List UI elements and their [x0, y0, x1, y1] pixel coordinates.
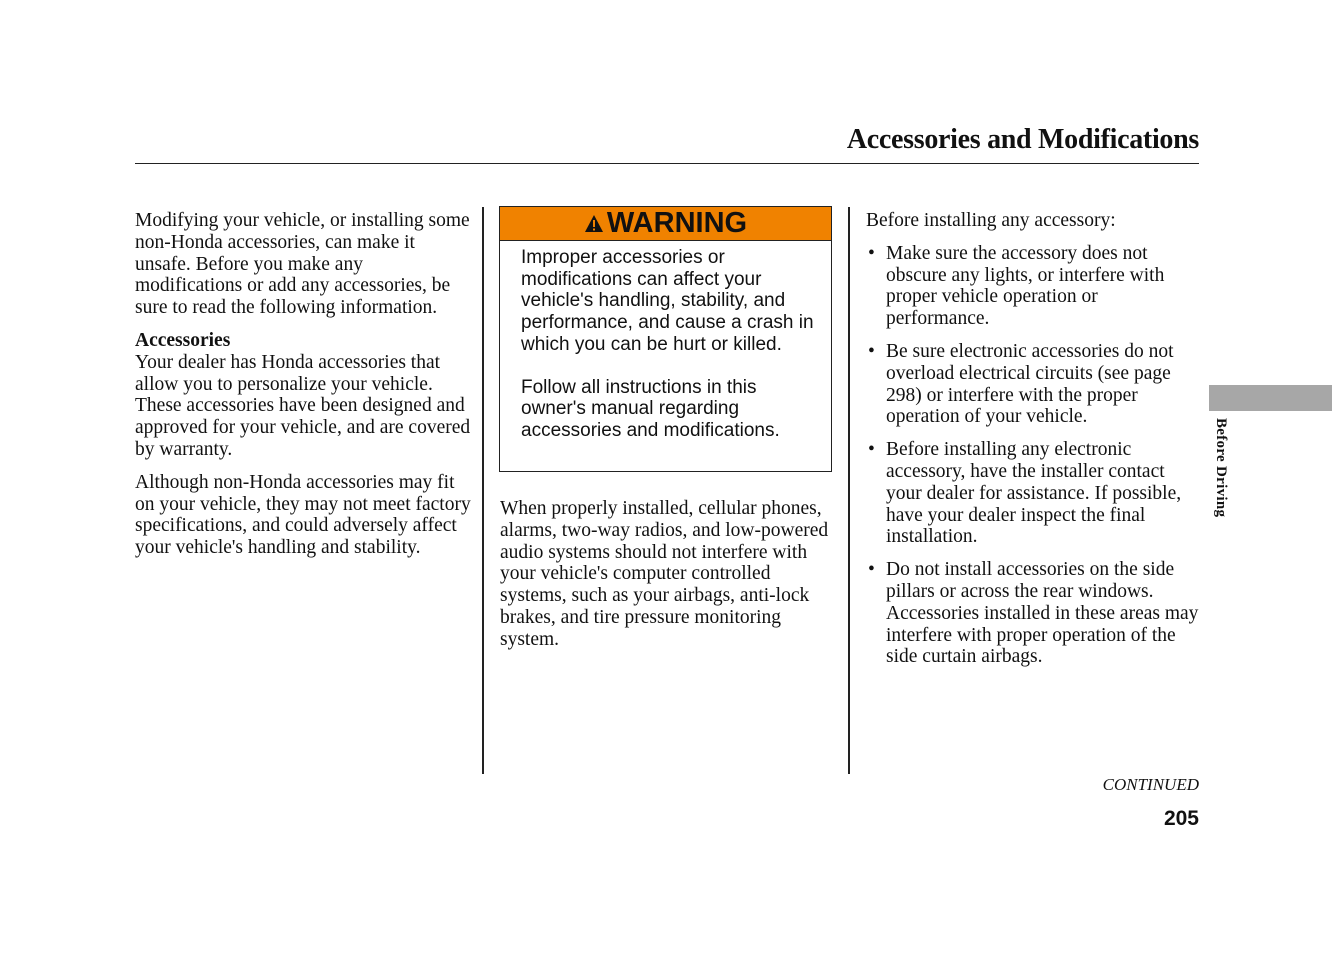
column-1 [135, 210, 475, 570]
warning-text-2: Follow all instructions in this owner's manual regarding accessories and modifications. [521, 376, 780, 441]
column-3 [866, 210, 1201, 679]
section-label: Before Driving [1213, 418, 1229, 518]
bullet-icon: • [868, 439, 875, 461]
bullet-icon: • [868, 559, 875, 581]
accessories-subheading: Accessories [135, 329, 231, 351]
list-item: • Before installing any electronic accessory, have the installer contact your dealer for assistance. If possible, have your dealer inspect the final installation. [868, 439, 1182, 548]
warning-header [500, 207, 831, 241]
list-item: • Make sure the accessory does not obscure any lights, or interfere with proper vehicle operation or performance. [868, 242, 1165, 330]
continued-label: CONTINUED [1102, 775, 1199, 794]
column-divider-2 [848, 207, 850, 774]
warning-body [500, 241, 831, 442]
column-2-paragraph: When properly installed, cellular phones, alarms, two-way radios, and low-powered audio systems should not interfere with your vehicle's computer controlled systems, such as your airbags, anti-lock brakes, and tire pressure monitoring system. [500, 498, 829, 650]
bullet-icon: • [868, 242, 875, 264]
intro-paragraph: Modifying your vehicle, or installing some non-Honda accessories, can make it unsafe. Before you make any modifications or add any accessories, be sure to read the following information. [135, 210, 470, 319]
warning-triangle-icon [584, 214, 604, 233]
title-rule [135, 163, 1199, 164]
accessory-guidelines-list [866, 243, 1201, 668]
bullet-icon: • [868, 340, 875, 362]
accessories-section [135, 330, 475, 461]
column-divider-1 [482, 207, 484, 774]
list-item: • Do not install accessories on the side pillars or across the rear windows. Accessories installed in these areas may interfere with proper operation of the side curtain airbags. [868, 559, 1199, 668]
before-installing-intro: Before installing any accessory: [866, 210, 1116, 231]
section-tab [1209, 385, 1332, 411]
page-number: 205 [1163, 807, 1199, 830]
warning-box [499, 206, 832, 472]
warning-text-1: Improper accessories or modifications can affect your vehicle's handling, stability, and performance, and cause a crash in which you can be hurt or killed. [521, 247, 814, 355]
warning-label: WARNING [606, 207, 748, 239]
non-honda-paragraph: Although non-Honda accessories may fit on your vehicle, they may not meet factory specifications, and could adversely affect your vehicle's handling and stability. [135, 471, 471, 559]
list-item: • Be sure electronic accessories do not overload electrical circuits (see page 298) or interfere with the proper operation of your vehicle. [868, 340, 1174, 428]
page-title: Accessories and Modifications [846, 124, 1199, 155]
accessories-paragraph: Your dealer has Honda accessories that allow you to personalize your vehicle. These accessories have been designed and approved for your vehicle, and are covered by warranty. [135, 351, 471, 460]
